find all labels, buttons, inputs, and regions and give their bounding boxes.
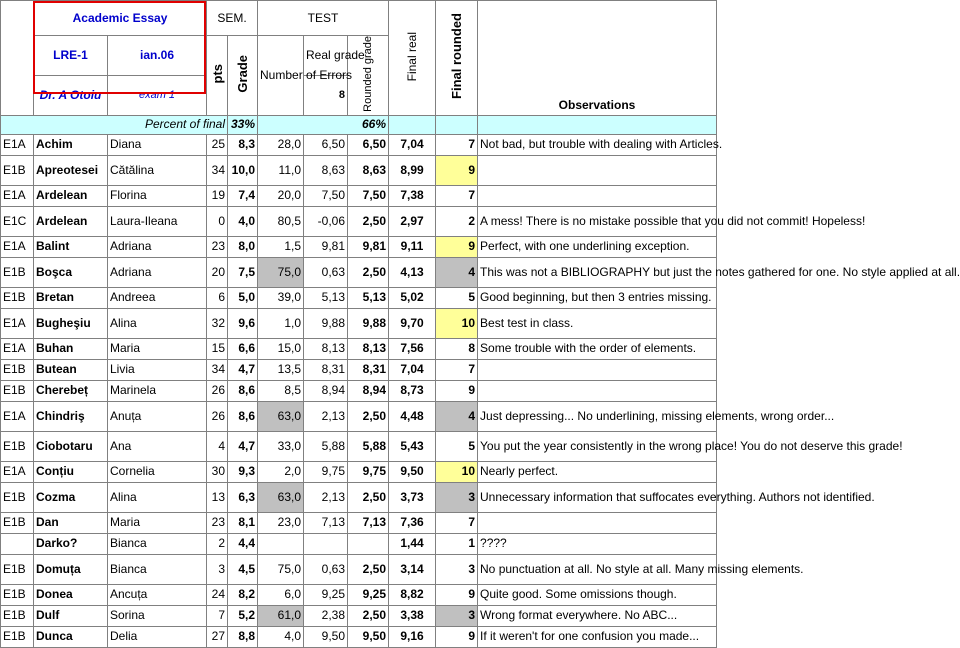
final-real-cell: 7,04 (389, 134, 436, 155)
rounded-grade-cell: 9,88 (348, 308, 389, 338)
table-row (1, 206, 717, 236)
firstname-cell: Anuța (108, 401, 207, 431)
observation-cell (478, 380, 717, 401)
group-cell: E1A (1, 236, 34, 257)
observation-cell: This was not a BIBLIOGRAPHY but just the notes gathered for one. No style applied at all. (478, 257, 717, 287)
final-real-cell: 8,73 (389, 380, 436, 401)
observation-cell: If it weren't for one confusion you made... (478, 626, 717, 647)
firstname-cell: Laura-Ileana (108, 206, 207, 236)
grade-cell: 8,3 (228, 134, 258, 155)
table-row (1, 512, 717, 533)
rounded-grade-cell: 2,50 (348, 401, 389, 431)
firstname-cell: Diana (108, 134, 207, 155)
table-row (1, 584, 717, 605)
rounded-grade-cell: 8,13 (348, 338, 389, 359)
firstname-cell: Cornelia (108, 461, 207, 482)
table-row (1, 431, 717, 461)
group-cell: E1B (1, 287, 34, 308)
final-real-cell: 7,38 (389, 185, 436, 206)
table-row (1, 626, 717, 647)
table-row (1, 308, 717, 338)
final-rounded-cell: 7 (436, 512, 478, 533)
table-row (1, 533, 717, 554)
final-rounded-cell: 3 (436, 554, 478, 584)
rounded-grade-cell: 8,63 (348, 155, 389, 185)
real-grade-cell: 0,63 (304, 257, 348, 287)
rounded-grade-cell: 2,50 (348, 605, 389, 626)
table-row (1, 257, 717, 287)
errors-cell: 1,0 (258, 308, 304, 338)
pts-cell: 4 (207, 431, 228, 461)
pts-cell: 19 (207, 185, 228, 206)
real-grade-max: 8 (304, 75, 348, 115)
pts-cell: 20 (207, 257, 228, 287)
pts-cell: 26 (207, 401, 228, 431)
observation-cell: Good beginning, but then 3 entries missing. (478, 287, 717, 308)
real-grade-cell: 5,88 (304, 431, 348, 461)
group-cell: E1A (1, 185, 34, 206)
table-row (1, 380, 717, 401)
observation-cell: Wrong format everywhere. No ABC... (478, 605, 717, 626)
firstname-cell: Cătălina (108, 155, 207, 185)
grade-cell: 5,2 (228, 605, 258, 626)
rounded-grade-cell: 8,94 (348, 380, 389, 401)
group-cell: E1A (1, 461, 34, 482)
group-cell: E1C (1, 206, 34, 236)
table-row (1, 338, 717, 359)
table-row (1, 185, 717, 206)
rounded-grade-cell: 7,13 (348, 512, 389, 533)
rounded-grade-cell: 2,50 (348, 206, 389, 236)
real-grade-cell: 9,81 (304, 236, 348, 257)
errors-cell: 33,0 (258, 431, 304, 461)
final-real-cell: 9,70 (389, 308, 436, 338)
grade-cell: 8,6 (228, 401, 258, 431)
final-real-cell: 4,48 (389, 401, 436, 431)
grade-cell: 4,7 (228, 431, 258, 461)
errors-cell: 80,5 (258, 206, 304, 236)
grade-cell: 8,0 (228, 236, 258, 257)
rounded-grade-cell: 5,13 (348, 287, 389, 308)
errors-header: Number of Errors (258, 36, 304, 116)
table-row (1, 605, 717, 626)
final-rounded-cell: 8 (436, 338, 478, 359)
surname-cell: Balint (34, 236, 108, 257)
grade-header (228, 36, 258, 116)
errors-cell: 8,5 (258, 380, 304, 401)
course-title: Academic Essay (34, 1, 207, 36)
observation-cell (478, 155, 717, 185)
observation-cell (478, 359, 717, 380)
surname-cell: Apreotesei (34, 155, 108, 185)
group-cell: E1A (1, 134, 34, 155)
rounded-grade-cell: 8,31 (348, 359, 389, 380)
session-label: ian.06 (108, 36, 207, 76)
firstname-cell: Maria (108, 338, 207, 359)
grade-cell: 7,4 (228, 185, 258, 206)
final-real-cell: 9,11 (389, 236, 436, 257)
real-grade-header: Real grade (304, 36, 348, 76)
final-real-cell: 3,73 (389, 482, 436, 512)
errors-cell: 20,0 (258, 185, 304, 206)
observation-cell: Quite good. Some omissions though. (478, 584, 717, 605)
real-grade-cell: 9,75 (304, 461, 348, 482)
pts-cell: 23 (207, 512, 228, 533)
grade-cell: 6,3 (228, 482, 258, 512)
firstname-cell: Andreea (108, 287, 207, 308)
errors-cell: 63,0 (258, 482, 304, 512)
rounded-grade-cell: 9,81 (348, 236, 389, 257)
real-grade-cell: 8,63 (304, 155, 348, 185)
surname-cell: Ardelean (34, 185, 108, 206)
final-rounded-label: Final rounded (449, 13, 465, 100)
grade-cell: 8,1 (228, 512, 258, 533)
final-rounded-cell: 3 (436, 482, 478, 512)
real-grade-cell: 0,63 (304, 554, 348, 584)
grade-cell: 9,3 (228, 461, 258, 482)
firstname-cell: Ancuța (108, 584, 207, 605)
pts-cell: 13 (207, 482, 228, 512)
grade-cell: 4,7 (228, 359, 258, 380)
real-grade-cell: 7,50 (304, 185, 348, 206)
errors-cell: 6,0 (258, 584, 304, 605)
real-grade-cell: 8,13 (304, 338, 348, 359)
surname-cell: Dulf (34, 605, 108, 626)
real-grade-cell: 8,31 (304, 359, 348, 380)
pts-cell: 3 (207, 554, 228, 584)
firstname-cell: Adriana (108, 236, 207, 257)
firstname-cell: Alina (108, 482, 207, 512)
real-grade-cell: 2,38 (304, 605, 348, 626)
surname-cell: Ciobotaru (34, 431, 108, 461)
final-real-cell: 9,16 (389, 626, 436, 647)
group-cell: E1A (1, 308, 34, 338)
final-rounded-cell: 9 (436, 626, 478, 647)
observation-cell: A mess! There is no mistake possible that you did not commit! Hopeless! (478, 206, 717, 236)
table-row (1, 401, 717, 431)
rounded-grade-cell: 9,75 (348, 461, 389, 482)
grade-cell: 8,6 (228, 380, 258, 401)
observations-header (478, 1, 717, 116)
group-cell: E1B (1, 257, 34, 287)
pts-label: pts (209, 64, 225, 84)
real-grade-cell: 9,50 (304, 626, 348, 647)
surname-cell: Dan (34, 512, 108, 533)
observations-label: Observations (558, 97, 636, 112)
errors-cell: 1,5 (258, 236, 304, 257)
final-real-cell: 1,44 (389, 533, 436, 554)
pts-cell: 32 (207, 308, 228, 338)
final-rounded-cell: 5 (436, 287, 478, 308)
corner-cell (1, 1, 34, 116)
exam-label: exam 1 (108, 75, 207, 115)
pts-cell: 6 (207, 287, 228, 308)
observation-cell: Best test in class. (478, 308, 717, 338)
final-rounded-cell: 7 (436, 134, 478, 155)
rounded-grade-cell: 6,50 (348, 134, 389, 155)
observation-cell (478, 185, 717, 206)
firstname-cell: Ana (108, 431, 207, 461)
pts-cell: 34 (207, 359, 228, 380)
firstname-cell: Bianca (108, 554, 207, 584)
surname-cell: Darko? (34, 533, 108, 554)
final-real-header (389, 1, 436, 116)
grade-cell: 4,4 (228, 533, 258, 554)
firstname-cell: Florina (108, 185, 207, 206)
errors-cell: 4,0 (258, 626, 304, 647)
final-real-cell: 9,50 (389, 461, 436, 482)
percent-label: Percent of final (1, 115, 228, 134)
final-real-cell: 7,04 (389, 359, 436, 380)
final-rounded-cell: 9 (436, 584, 478, 605)
final-rounded-cell: 3 (436, 605, 478, 626)
observation-cell: Just depressing... No underlining, missing elements, wrong order... (478, 401, 717, 431)
surname-cell: Cozma (34, 482, 108, 512)
rounded-grade-cell: 9,50 (348, 626, 389, 647)
real-grade-cell: 9,25 (304, 584, 348, 605)
pts-cell: 2 (207, 533, 228, 554)
rounded-grade-cell: 2,50 (348, 482, 389, 512)
observation-cell: Perfect, with one underlining exception. (478, 236, 717, 257)
observation-cell: You put the year consistently in the wrong place! You do not deserve this grade! (478, 431, 717, 461)
final-rounded-header (436, 1, 478, 116)
firstname-cell: Maria (108, 512, 207, 533)
grade-label: Grade (235, 55, 251, 93)
firstname-cell: Marinela (108, 380, 207, 401)
errors-cell: 13,5 (258, 359, 304, 380)
rounded-grade-cell: 5,88 (348, 431, 389, 461)
surname-cell: Chindriş (34, 401, 108, 431)
pts-cell: 23 (207, 236, 228, 257)
final-real-cell: 5,43 (389, 431, 436, 461)
pts-header (207, 36, 228, 116)
surname-cell: Donea (34, 584, 108, 605)
surname-cell: Domuța (34, 554, 108, 584)
grade-cell: 4,0 (228, 206, 258, 236)
group-cell: E1B (1, 431, 34, 461)
sem-header: SEM. (207, 1, 258, 36)
firstname-cell: Delia (108, 626, 207, 647)
final-rounded-cell: 9 (436, 380, 478, 401)
observation-cell: Unnecessary information that suffocates everything. Authors not identified. (478, 482, 717, 512)
rounded-grade-cell: 7,50 (348, 185, 389, 206)
observation-cell: Some trouble with the order of elements. (478, 338, 717, 359)
grade-cell: 4,5 (228, 554, 258, 584)
percent-row-spacer (478, 115, 717, 134)
group-cell: E1A (1, 338, 34, 359)
group-cell: E1B (1, 512, 34, 533)
firstname-cell: Livia (108, 359, 207, 380)
final-real-cell: 8,99 (389, 155, 436, 185)
surname-cell: Conțiu (34, 461, 108, 482)
rounded-grade-cell (348, 533, 389, 554)
final-real-cell: 7,56 (389, 338, 436, 359)
real-grade-cell: 5,13 (304, 287, 348, 308)
pts-cell: 30 (207, 461, 228, 482)
final-rounded-cell: 7 (436, 359, 478, 380)
group-cell: E1B (1, 155, 34, 185)
pts-cell: 0 (207, 206, 228, 236)
rounded-grade-cell: 2,50 (348, 554, 389, 584)
group-cell (1, 533, 34, 554)
final-rounded-cell: 10 (436, 308, 478, 338)
errors-cell: 28,0 (258, 134, 304, 155)
real-grade-cell: 7,13 (304, 512, 348, 533)
real-grade-cell: 8,94 (304, 380, 348, 401)
real-grade-cell (304, 533, 348, 554)
final-real-cell: 4,13 (389, 257, 436, 287)
errors-cell: 39,0 (258, 287, 304, 308)
group-cell: E1A (1, 401, 34, 431)
group-cell: E1B (1, 584, 34, 605)
pts-cell: 7 (207, 605, 228, 626)
pts-cell: 24 (207, 584, 228, 605)
errors-cell: 23,0 (258, 512, 304, 533)
final-real-label: Final real (404, 31, 419, 82)
grade-cell: 8,2 (228, 584, 258, 605)
table-row (1, 461, 717, 482)
surname-cell: Bugheşiu (34, 308, 108, 338)
real-grade-cell: 2,13 (304, 482, 348, 512)
surname-cell: Buhan (34, 338, 108, 359)
surname-cell: Achim (34, 134, 108, 155)
final-real-cell: 7,36 (389, 512, 436, 533)
errors-cell: 11,0 (258, 155, 304, 185)
real-grade-cell: -0,06 (304, 206, 348, 236)
percent-row-spacer (389, 115, 436, 134)
grade-cell: 7,5 (228, 257, 258, 287)
final-real-cell: 2,97 (389, 206, 436, 236)
pts-cell: 15 (207, 338, 228, 359)
final-real-cell: 3,14 (389, 554, 436, 584)
final-rounded-cell: 7 (436, 185, 478, 206)
table-row (1, 287, 717, 308)
real-grade-cell: 6,50 (304, 134, 348, 155)
firstname-cell: Sorina (108, 605, 207, 626)
pts-cell: 25 (207, 134, 228, 155)
table-row (1, 554, 717, 584)
percent-row (1, 115, 717, 134)
final-real-cell: 8,82 (389, 584, 436, 605)
teacher-name: Dr. A Otoiu (34, 75, 108, 115)
final-rounded-cell: 4 (436, 401, 478, 431)
firstname-cell: Adriana (108, 257, 207, 287)
real-grade-cell: 2,13 (304, 401, 348, 431)
group-cell: E1B (1, 626, 34, 647)
grade-cell: 10,0 (228, 155, 258, 185)
final-rounded-cell: 1 (436, 533, 478, 554)
errors-cell: 61,0 (258, 605, 304, 626)
table-row (1, 482, 717, 512)
observation-cell: Not bad, but trouble with dealing with Articles. (478, 134, 717, 155)
observation-cell: No punctuation at all. No style at all. Many missing elements. (478, 554, 717, 584)
grade-cell: 5,0 (228, 287, 258, 308)
grade-cell: 6,6 (228, 338, 258, 359)
errors-cell (258, 533, 304, 554)
errors-cell: 63,0 (258, 401, 304, 431)
surname-cell: Cherebeț (34, 380, 108, 401)
observation-cell (478, 512, 717, 533)
final-rounded-cell: 9 (436, 155, 478, 185)
surname-cell: Bretan (34, 287, 108, 308)
final-rounded-cell: 10 (436, 461, 478, 482)
table-row (1, 155, 717, 185)
group-cell: E1B (1, 554, 34, 584)
final-rounded-cell: 5 (436, 431, 478, 461)
firstname-cell: Bianca (108, 533, 207, 554)
surname-cell: Butean (34, 359, 108, 380)
errors-cell: 75,0 (258, 257, 304, 287)
final-rounded-cell: 2 (436, 206, 478, 236)
pts-cell: 34 (207, 155, 228, 185)
student-rows (1, 134, 960, 647)
final-rounded-cell: 4 (436, 257, 478, 287)
table-row (1, 134, 717, 155)
surname-cell: Ardelean (34, 206, 108, 236)
test-percent: 66% (258, 115, 389, 134)
table-row (1, 236, 717, 257)
final-real-cell: 3,38 (389, 605, 436, 626)
table-row (1, 359, 717, 380)
grade-cell: 9,6 (228, 308, 258, 338)
test-header: TEST (258, 1, 389, 36)
rounded-grade-label: Rounded grade (361, 36, 374, 112)
rounded-grade-cell: 9,25 (348, 584, 389, 605)
pts-cell: 26 (207, 380, 228, 401)
errors-cell: 15,0 (258, 338, 304, 359)
group-cell: E1B (1, 605, 34, 626)
group-cell: E1B (1, 380, 34, 401)
pts-cell: 27 (207, 626, 228, 647)
observation-cell: ???? (478, 533, 717, 554)
errors-cell: 75,0 (258, 554, 304, 584)
errors-cell: 2,0 (258, 461, 304, 482)
observation-cell: Nearly perfect. (478, 461, 717, 482)
final-rounded-cell: 9 (436, 236, 478, 257)
course-code: LRE-1 (34, 36, 108, 76)
surname-cell: Boşca (34, 257, 108, 287)
surname-cell: Dunca (34, 626, 108, 647)
grade-cell: 8,8 (228, 626, 258, 647)
rounded-grade-cell: 2,50 (348, 257, 389, 287)
firstname-cell: Alina (108, 308, 207, 338)
real-grade-cell: 9,88 (304, 308, 348, 338)
sem-percent: 33% (228, 115, 258, 134)
percent-row-spacer (436, 115, 478, 134)
final-real-cell: 5,02 (389, 287, 436, 308)
group-cell: E1B (1, 359, 34, 380)
group-cell: E1B (1, 482, 34, 512)
